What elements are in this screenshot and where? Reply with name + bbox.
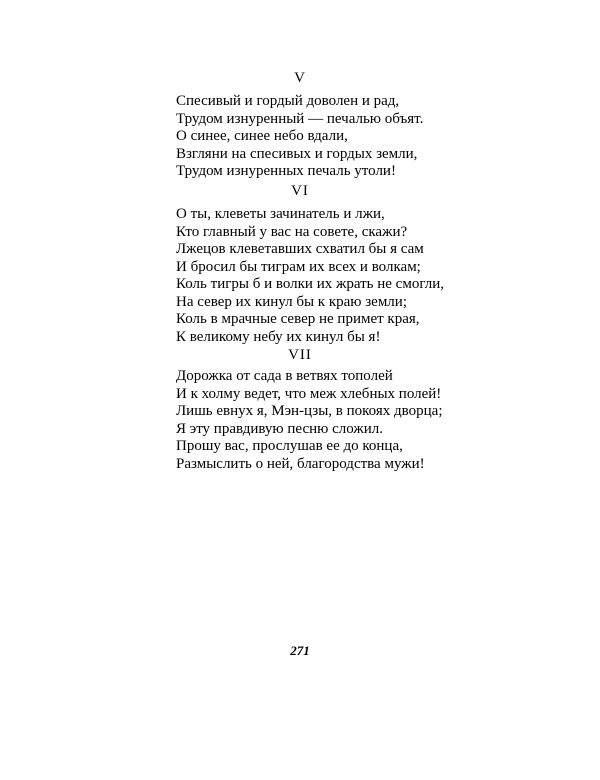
verse-line: Трудом изнуренных печаль утоли! [176, 163, 396, 179]
verse-line: Коль тигры б и волки их жрать не смогли, [176, 276, 444, 292]
verse-line: О ты, клеветы зачинатель и лжи, [176, 206, 385, 222]
verse-line: Взгляни на спесивых и гордых земли, [176, 145, 418, 162]
page-number: 271 [290, 643, 310, 658]
verse-line: И к холму ведет, что меж хлебных полей! [176, 385, 442, 402]
verse-line: Лжецов клеветавших схватил бы я сам [176, 241, 424, 257]
verse-line: Прошу вас, прослушав ее до конца, [176, 438, 403, 454]
stanza-vi [176, 206, 476, 346]
verse-line: Я эту правдивую песню сложил. [176, 420, 383, 437]
verse-line: Лишь евнух я, Мэн-цзы, в покоях дворца; [176, 403, 443, 419]
verse-line: Дорожка от сада в ветвях тополей [176, 368, 393, 384]
verse-line: Кто главный у вас на совете, скажи? [176, 223, 408, 240]
section-numeral-vi: VI [291, 183, 309, 199]
verse-line: Коль в мрачные север не примет края, [176, 311, 420, 327]
verse-line: Спесивый и гордый доволен и рад, [176, 93, 400, 109]
stanza-v [176, 93, 476, 181]
stanza-vii [176, 368, 476, 473]
section-numeral-vii: VII [288, 347, 312, 363]
verse-line: О синее, синее небо вдали, [176, 128, 348, 144]
section-numeral-v: V [294, 70, 306, 86]
verse-line: И бросил бы тиграм их всех и волкам; [176, 258, 421, 275]
verse-line: Размыслить о ней, благородства мужи! [176, 455, 425, 472]
verse-line: К великому небу их кинул бы я! [176, 328, 381, 345]
verse-line: На север их кинул бы к краю земли; [176, 293, 407, 310]
verse-line: Трудом изнуренный — печалью объят. [176, 110, 424, 127]
